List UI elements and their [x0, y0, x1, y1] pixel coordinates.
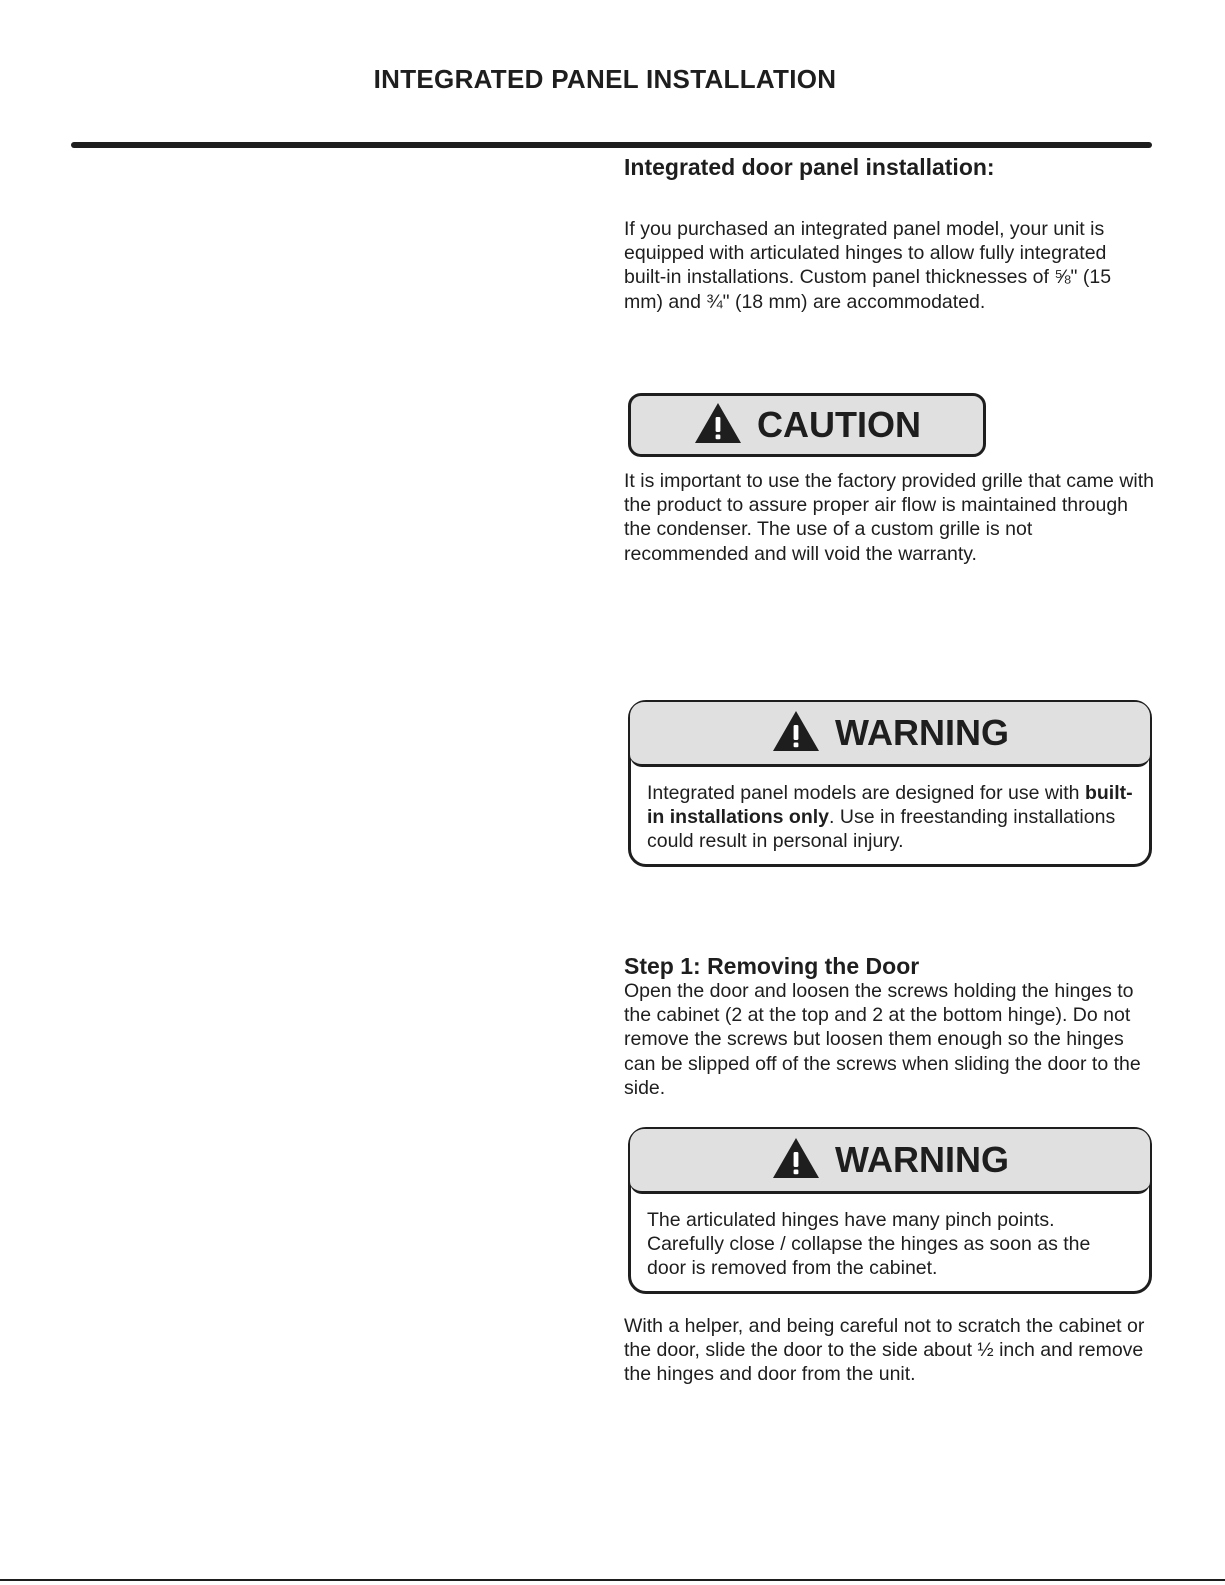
step1-paragraph: Open the door and loosen the screws holding the hinges to the cabinet (2 at the top and 2 at the bottom hinge). Do not remove the screws but loosen them enough so the hinges can be slipped off of the screws when sliding the door to the side.: [624, 980, 1141, 1099]
warning-box-installation: [628, 700, 1152, 867]
intro-paragraph: If you purchased an integrated panel model, your unit is equipped with articulated hinges to allow fully integrated built-in installations. Custom panel thicknesses of ⅝" (15 mm) and ¾" (18 mm) are accommodated.: [624, 218, 1112, 313]
step1-block: [624, 953, 1154, 1100]
intro-block: [624, 217, 1154, 314]
warning-triangle-icon: [771, 709, 821, 758]
caution-paragraph: It is important to use the factory provided grille that came with the product to assure proper air flow is maintained through the condenser. The use of a custom grille is not recommended and will void the warranty.: [624, 470, 1154, 565]
caution-text-block: [624, 469, 1154, 566]
footer-divider: [0, 1579, 1225, 1581]
header-divider: [71, 142, 1152, 148]
warning-header: [630, 702, 1150, 767]
warning-label: WARNING: [835, 1139, 1009, 1180]
warning-triangle-icon: [771, 1136, 821, 1185]
closing-block: [624, 1314, 1154, 1387]
warning-box-hinges: [628, 1127, 1152, 1294]
warning-header: [630, 1129, 1150, 1194]
warning-text-start: Integrated panel models are designed for use with: [647, 782, 1085, 804]
warning-text-end: . Use in freestanding installations could result in personal injury.: [647, 806, 1116, 853]
closing-paragraph: With a helper, and being careful not to scratch the cabinet or the door, slide the door to the side about ½ inch and remove the hinges and door from the unit.: [624, 1315, 1145, 1386]
section-block: [624, 154, 1154, 180]
warning-triangle-icon: [693, 401, 743, 450]
step1-heading: Step 1: Removing the Door: [624, 953, 920, 979]
caution-banner: [628, 393, 986, 457]
section-heading: Integrated door panel installation:: [624, 154, 995, 180]
page-title: INTEGRATED PANEL INSTALLATION: [373, 64, 837, 94]
warning-text-bold: built-in installations only: [647, 782, 1133, 829]
caution-label: CAUTION: [757, 404, 921, 445]
warning-label: WARNING: [835, 712, 1009, 753]
warning-body: [631, 767, 1149, 864]
warning-body: The articulated hinges have many pinch points. Carefully close / collapse the hinges as soon as the door is removed from the cabinet.: [647, 1209, 1091, 1280]
